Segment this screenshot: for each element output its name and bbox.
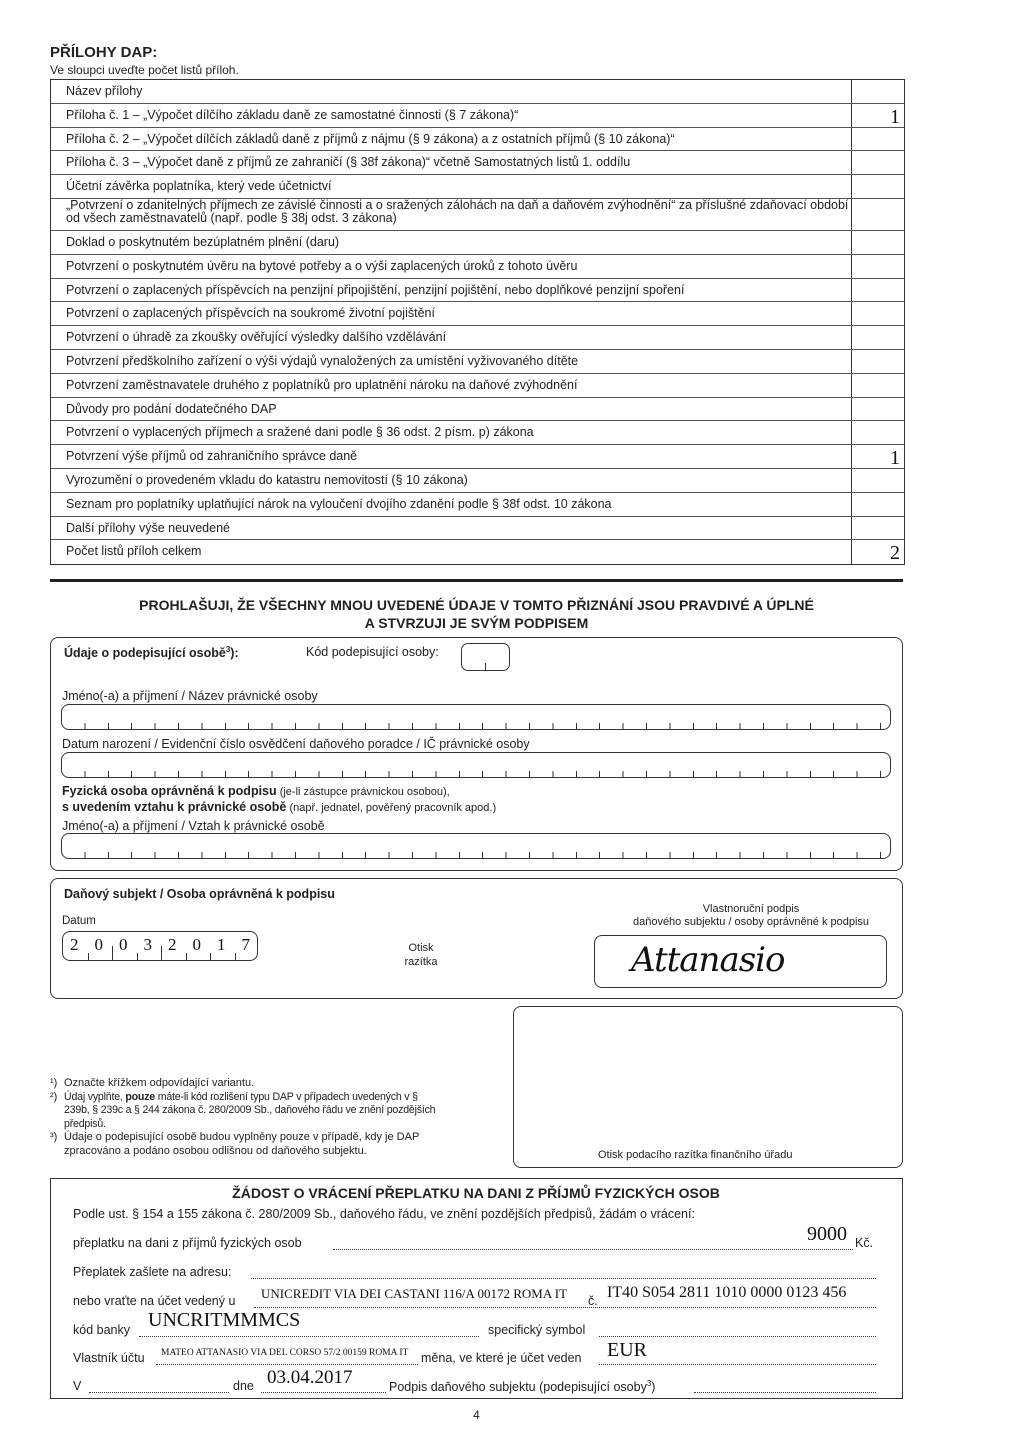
refund-currency-label: Kč. xyxy=(855,1236,874,1250)
signer-box xyxy=(50,637,903,871)
attachment-count[interactable] xyxy=(852,302,904,325)
attachment-row xyxy=(51,279,904,303)
refund-amount[interactable]: 9000 xyxy=(807,1223,847,1245)
attachment-name: Důvody pro podání dodatečného DAP xyxy=(51,398,852,421)
refund-symbol-label: specifický symbol xyxy=(488,1323,586,1337)
refund-account-no[interactable]: IT40 S054 2811 1010 0000 0123 456 xyxy=(607,1284,847,1301)
attachment-row xyxy=(51,128,904,152)
attachment-name: Potvrzení o zaplacených příspěvcích na penzijní připojištění, penzijní pojištění, nebo doplňkové penzijní spoření xyxy=(51,279,852,302)
refund-sign-label: Podpis daňového subjektu (podepisující osoby$^3$) xyxy=(389,1379,656,1395)
refund-box xyxy=(50,1178,903,1399)
attachment-count[interactable] xyxy=(852,255,904,278)
attachment-row xyxy=(51,493,904,517)
date-tick xyxy=(186,953,187,960)
refund-bank-name[interactable]: UNICREDIT VIA DEI CASTANI 116/A 00172 ROMA IT xyxy=(261,1286,568,1301)
attachment-row xyxy=(51,151,904,175)
attachment-row xyxy=(51,469,904,493)
attachment-name: Potvrzení předškolního zařízení o výši výdajů vynaložených za umístění vyživovaného dítěte xyxy=(51,350,852,373)
attachment-count[interactable] xyxy=(852,175,904,198)
attachment-count[interactable] xyxy=(852,374,904,397)
refund-address-field[interactable] xyxy=(251,1278,876,1279)
attachment-count[interactable] xyxy=(852,128,904,151)
date-digit: 0 xyxy=(119,935,128,954)
stamp-label: Otisk razítka xyxy=(404,942,438,968)
attachment-name: Seznam pro poplatníky uplatňující nárok na vyloučení dvojího zdanění podle § 38f odst. 10 zákona xyxy=(51,493,852,516)
refund-account-label: nebo vraťte na účet vedený u xyxy=(73,1294,236,1308)
refund-owner-label: Vlastník účtu xyxy=(73,1351,145,1365)
attachments-header-row xyxy=(51,80,904,104)
date-digit: 0 xyxy=(94,935,103,954)
attachment-count[interactable] xyxy=(852,493,904,516)
date-digit: 2 xyxy=(70,935,79,954)
date-tick xyxy=(235,953,236,960)
attachment-count[interactable] xyxy=(852,199,904,230)
attachment-row xyxy=(51,398,904,422)
attachment-row xyxy=(51,255,904,279)
signer-code-field[interactable] xyxy=(461,643,510,671)
refund-owner[interactable]: MATEO ATTANASIO VIA DEL CORSO 57/2 00159 ROMA IT xyxy=(161,1348,409,1358)
attachment-name: Účetní závěrka poplatníka, který vede účetnictví xyxy=(51,175,852,198)
attachment-count[interactable] xyxy=(852,350,904,373)
attachment-count[interactable] xyxy=(852,469,904,492)
refund-date[interactable]: 03.04.2017 xyxy=(267,1367,353,1388)
footnotes: ¹) Označte křížkem odpovídající variantu. ²) Údaj vyplňte, pouze máte-li kód rozlišení typu DAP v případech uvedených v § 239b, § 239c a § 244 zákona č. 280/2009 Sb., daňového řádu ve znění pozdějších předpisů. ³) Údaje o podepisující osobě budou vyplněny pouze v případě, kdy je DAP zpracováno a podáno osobou odlišnou od daňového subjektu. xyxy=(50,1077,436,1157)
attachment-count[interactable] xyxy=(852,151,904,174)
attachments-header: Název přílohy xyxy=(51,80,852,103)
attachment-name: Potvrzení o úhradě za zkoušky ověřující výsledky dalšího vzdělávání xyxy=(51,326,852,349)
subject-date-label: Datum xyxy=(62,915,96,927)
refund-place-field[interactable] xyxy=(89,1392,229,1393)
attachment-row xyxy=(51,445,904,469)
office-stamp-label: Otisk podacího razítka finančního úřadu xyxy=(598,1149,793,1161)
declaration-heading: PROHLAŠUJI, ŽE VŠECHNY MNOU UVEDENÉ ÚDAJE V TOMTO PŘIZNÁNÍ JSOU PRAVDIVÉ A ÚPLNÉ A STVRZUJI JE SVÝM PODPISEM xyxy=(139,597,814,631)
attachment-row xyxy=(51,374,904,398)
attachment-count[interactable]: 2 xyxy=(890,542,900,565)
signer-person-note: Fyzická osoba oprávněná k podpisu (je-li zástupce právnickou osobou), s uvedením vztahu k právnické osobě (např. jednatel, pověřený pracovník apod.) xyxy=(62,784,497,814)
signature: Attanasio xyxy=(631,940,785,980)
refund-place-label: V xyxy=(73,1379,82,1393)
attachment-row xyxy=(51,421,904,445)
attachment-count[interactable] xyxy=(852,517,904,540)
attachment-name: Počet listů příloh celkem xyxy=(51,540,852,564)
refund-account-no-label: č. xyxy=(588,1294,598,1308)
office-stamp-box xyxy=(513,1006,903,1168)
attachment-count[interactable] xyxy=(852,326,904,349)
attachment-name: Potvrzení výše příjmů od zahraničního správce daně xyxy=(51,445,852,468)
attachment-row xyxy=(51,104,904,128)
attachments-subtitle: Ve sloupci uveďte počet listů příloh. xyxy=(50,63,239,77)
refund-owner-currency-label: měna, ve které je účet veden xyxy=(421,1351,582,1365)
attachment-row xyxy=(51,231,904,255)
attachment-row xyxy=(51,175,904,199)
attachment-row xyxy=(51,302,904,326)
signer-code-label: Kód podepisující osoby: xyxy=(306,645,439,659)
attachment-name: Příloha č. 3 – „Výpočet daně z příjmů ze zahraničí (§ 38f zákona)“ včetně Samostatných listů 1. oddílu xyxy=(51,151,852,174)
attachment-name: Potvrzení o vyplacených příjmech a sražené dani podle § 36 odst. 2 písm. p) zákona xyxy=(51,421,852,444)
date-digit: 2 xyxy=(168,935,177,954)
signer-relation-label: Jméno(-a) a příjmení / Vztah k právnické osobě xyxy=(62,819,325,833)
date-tick xyxy=(112,946,113,960)
attachment-count[interactable] xyxy=(852,398,904,421)
refund-overpay-label: přeplatku na dani z příjmů fyzických osob xyxy=(73,1236,302,1250)
refund-date-label: dne xyxy=(233,1379,254,1393)
attachments-title: PŘÍLOHY DAP: xyxy=(50,44,158,61)
attachment-name: Potvrzení zaměstnavatele druhého z poplatníků pro uplatnění nároku na daňové zvýhodnění xyxy=(51,374,852,397)
page-number: 4 xyxy=(473,1408,480,1422)
refund-symbol-field[interactable] xyxy=(599,1336,876,1337)
date-tick xyxy=(137,953,138,960)
date-digit: 1 xyxy=(217,935,226,954)
attachment-row xyxy=(51,326,904,350)
attachment-name: „Potvrzení o zdanitelných příjmech ze závislé činnosti a o sražených zálohách na daň a daňovém zvýhodnění“ za příslušné zdaňovací období od všech zaměstnavatelů (např. podle § 38j odst. 3 zákona) xyxy=(51,199,852,230)
attachment-name: Potvrzení o zaplacených příspěvcích na soukromé životní pojištění xyxy=(51,302,852,325)
refund-sign-field[interactable] xyxy=(694,1392,876,1393)
attachment-name: Příloha č. 2 – „Výpočet dílčích základů daně z příjmů z nájmu (§ 9 zákona) a z ostatních příjmů (§ 10 zákona)“ xyxy=(51,128,852,151)
date-digit: 7 xyxy=(241,935,250,954)
refund-title: ŽÁDOST O VRÁCENÍ PŘEPLATKU NA DANI Z PŘÍJMŮ FYZICKÝCH OSOB xyxy=(232,1185,720,1201)
signature-field[interactable] xyxy=(594,935,887,988)
attachment-name: Doklad o poskytnutém bezúplatném plnění (daru) xyxy=(51,231,852,254)
signer-birth-label: Datum narození / Evidenční číslo osvědčení daňového poradce / IČ právnické osoby xyxy=(62,737,530,751)
date-tick xyxy=(210,953,211,960)
subject-date-field[interactable] xyxy=(62,931,258,961)
attachment-row xyxy=(51,540,904,564)
signer-relation-field[interactable] xyxy=(61,833,891,859)
signer-name-label: Jméno(-a) a příjmení / Název právnické osoby xyxy=(62,689,318,703)
attachment-name: Potvrzení o poskytnutém úvěru na bytové potřeby a o výši zaplacených úroků z tohoto úvěru xyxy=(51,255,852,278)
date-digit: 3 xyxy=(143,935,152,954)
attachment-count[interactable] xyxy=(852,421,904,444)
attachment-name: Vyrozumění o provedeném vkladu do katastru nemovitostí (§ 10 zákona) xyxy=(51,469,852,492)
date-digit: 0 xyxy=(192,935,201,954)
attachment-row xyxy=(51,350,904,374)
refund-address-label: Přeplatek zašlete na adresu: xyxy=(73,1265,232,1279)
attachment-name: Příloha č. 1 – „Výpočet dílčího základu daně ze samostatné činnosti (§ 7 zákona)“ xyxy=(51,104,852,127)
refund-bank-code-label: kód banky xyxy=(73,1323,130,1337)
section-divider xyxy=(50,579,903,582)
attachment-row xyxy=(51,199,904,231)
attachment-count[interactable] xyxy=(852,279,904,302)
attachment-row xyxy=(51,517,904,541)
refund-owner-currency[interactable]: EUR xyxy=(607,1339,647,1361)
subject-heading: Daňový subjekt / Osoba oprávněná k podpisu xyxy=(64,887,335,901)
date-tick xyxy=(88,953,89,960)
signer-heading: Údaje o podepisující osobě$^3$): xyxy=(64,645,239,661)
date-tick xyxy=(161,946,162,960)
attachment-name: Další přílohy výše neuvedené xyxy=(51,517,852,540)
attachments-table xyxy=(50,79,905,565)
attachment-count[interactable]: 1 xyxy=(890,105,900,128)
attachment-count[interactable] xyxy=(852,231,904,254)
refund-bank-code[interactable]: UNCRITMMMCS xyxy=(148,1309,301,1331)
signature-label: Vlastnoruční podpis daňového subjektu / osoby oprávněné k podpisu xyxy=(632,903,870,928)
signer-name-field[interactable] xyxy=(61,704,891,730)
attachment-count[interactable]: 1 xyxy=(890,447,900,470)
signer-birth-field[interactable] xyxy=(61,752,891,778)
refund-intro: Podle ust. § 154 a 155 zákona č. 280/2009 Sb., daňového řádu, ve znění pozdějších předpisů, žádám o vrácení: xyxy=(73,1207,695,1221)
